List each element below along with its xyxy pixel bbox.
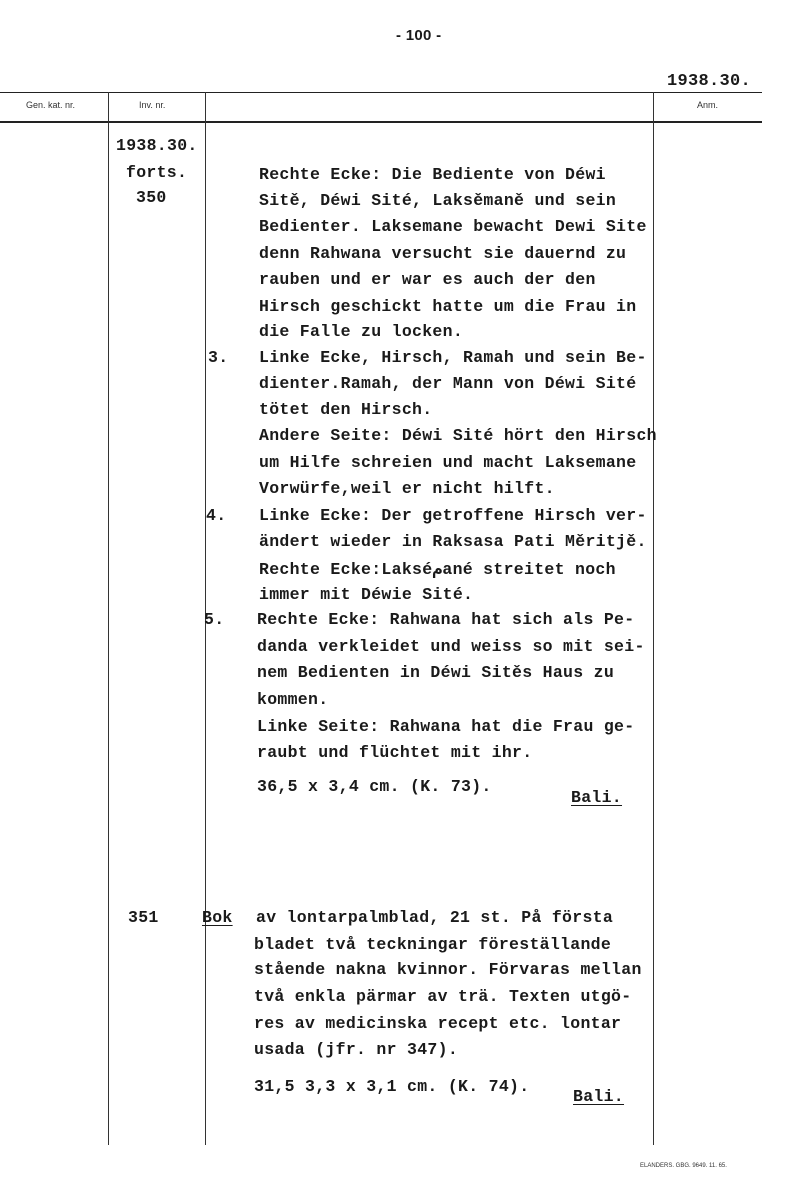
item-marker: 5.: [204, 610, 225, 629]
entry-dimensions: 36,5 x 3,4 cm. (K. 73).: [257, 777, 492, 796]
description-line: Rechte Ecke: Die Bediente von Déwi: [259, 165, 606, 184]
header-rule: [0, 121, 762, 123]
description-line: Bedienter. Laksemane bewacht Dewi Site: [259, 217, 647, 236]
description-line: Linke Ecke, Hirsch, Ramah und sein Be-: [259, 348, 647, 367]
description-line: usada (jfr. nr 347).: [254, 1040, 459, 1059]
description-line: immer mit Déwie Sité.: [259, 585, 474, 604]
entry-origin: Bali.: [571, 788, 623, 807]
entry-dimensions: 31,5 3,3 x 3,1 cm. (K. 74).: [254, 1077, 530, 1096]
entry-accession: 1938.30.: [116, 136, 198, 155]
description-line: Linke Seite: Rahwana hat die Frau ge-: [257, 717, 635, 736]
description-line: nem Bedienten in Déwi Sitěs Haus zu: [257, 663, 615, 682]
description-line: Hirsch geschickt hatte um die Frau in: [259, 297, 637, 316]
description-line: Rechte Ecke:Lakséمané streitet noch: [259, 560, 616, 579]
description-line: danda verkleidet und weiss so mit sei-: [257, 637, 645, 656]
entry-number: 350: [136, 188, 167, 207]
description-line: två enkla pärmar av trä. Texten utgö-: [254, 987, 632, 1006]
printer-mark: ELANDERS. GBG. 9649. 11. 65.: [640, 1163, 727, 1169]
entry-continued: forts.: [126, 163, 188, 182]
description-line: um Hilfe schreien und macht Laksemane: [259, 453, 637, 472]
entry-origin: Bali.: [573, 1087, 625, 1106]
column-divider: [108, 92, 109, 1145]
description-line: av lontarpalmblad, 21 st. På första: [256, 908, 614, 927]
description-line: bladet två teckningar föreställande: [254, 935, 612, 954]
description-line: Andere Seite: Déwi Sité hört den Hirsch: [259, 426, 657, 445]
item-marker: 4.: [206, 506, 227, 525]
column-divider: [653, 92, 654, 1145]
description-line: Sitě, Déwi Sité, Laksěmaně und sein: [259, 191, 617, 210]
description-line: raubt und flüchtet mit ihr.: [257, 743, 533, 762]
page-number: - 100 -: [396, 27, 442, 44]
column-header-inv: Inv. nr.: [139, 100, 166, 110]
description-line: Linke Ecke: Der getroffene Hirsch ver-: [259, 506, 647, 525]
entry-number: 351: [128, 908, 159, 927]
description-line: dienter.Ramah, der Mann von Déwi Sité: [259, 374, 637, 393]
description-line: kommen.: [257, 690, 329, 709]
column-header-gen-kat: Gen. kat. nr.: [26, 100, 76, 110]
description-line: denn Rahwana versucht sie dauernd zu: [259, 244, 627, 263]
top-rule: [0, 92, 762, 93]
description-line: Vorwürfe,weil er nicht hilft.: [259, 479, 555, 498]
description-line: die Falle zu locken.: [259, 322, 464, 341]
description-line: rauben und er war es auch der den: [259, 270, 596, 289]
column-header-anm: Anm.: [697, 100, 719, 110]
description-line: Rechte Ecke: Rahwana hat sich als Pe-: [257, 610, 635, 629]
description-line: stående nakna kvinnor. Förvaras mellan: [254, 960, 642, 979]
description-line: res av medicinska recept etc. lontar: [254, 1014, 622, 1033]
description-line: tötet den Hirsch.: [259, 400, 433, 419]
accession-header: 1938.30.: [667, 72, 752, 91]
description-line: ändert wieder in Raksasa Pati Měritjě.: [259, 532, 647, 551]
item-marker: 3.: [208, 348, 229, 367]
entry-object: Bok: [202, 908, 233, 927]
